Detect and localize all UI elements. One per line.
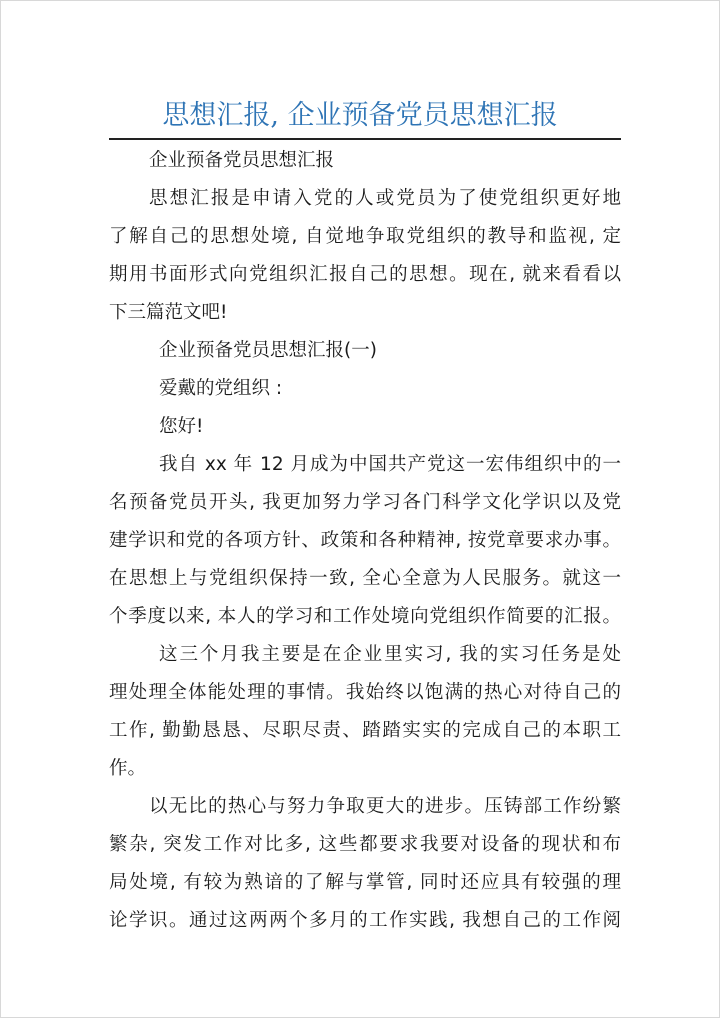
intro-line: 了解自己的思想处境, 自觉地争取党组织的教导和监视, 定 (109, 226, 621, 247)
paragraph-line: 工作, 勤勤恳恳、尽职尽责、踏踏实实的完成自己的本职工 (109, 720, 621, 741)
paragraph-line: 局处境, 有较为熟谙的了解与掌管, 同时还应具有较强的理 (109, 872, 621, 893)
paragraph-line: 作。 (109, 758, 147, 779)
page-title: 思想汇报, 企业预备党员思想汇报 (162, 100, 558, 131)
paragraph-line: 在思想上与党组织保持一致, 全心全意为人民服务。就这一 (109, 568, 621, 589)
intro-line: 下三篇范文吧! (109, 302, 228, 323)
paragraph-line: 论学识。通过这两两个多月的工作实践, 我想自己的工作阅 (109, 910, 621, 931)
paragraph-line: 理处理全体能处理的事情。我始终以饱满的热心对待自己的 (109, 682, 621, 703)
paragraph-line: 我自 xx 年 12 月成为中国共产党这一宏伟组织中的一 (159, 454, 621, 475)
intro-line: 期用书面形式向党组织汇报自己的思想。现在, 就来看看以 (109, 264, 621, 285)
paragraph-line: 以无比的热心与努力争取更大的进步。压铸部工作纷繁 (149, 796, 621, 817)
subtitle-line: 企业预备党员思想汇报 (149, 150, 335, 171)
paragraph-line: 建学识和党的各项方针、政策和各种精神, 按党章要求办事。 (109, 530, 621, 551)
greeting: 您好! (159, 416, 204, 437)
salutation: 爱戴的党组织 : (159, 378, 283, 399)
intro-line: 思想汇报是申请入党的人或党员为了使党组织更好地 (149, 188, 621, 209)
title-divider (109, 138, 621, 140)
document-body (109, 142, 621, 940)
paragraph-line: 名预备党员开头, 我更加努力学习各门科学文化学识以及党 (109, 492, 621, 513)
paragraph-line: 繁杂, 突发工作对比多, 这些都要求我要对设备的现状和布 (109, 834, 621, 855)
paragraph-line: 个季度以来, 本人的学习和工作处境向党组织作简要的汇报。 (109, 606, 621, 627)
paragraph-line: 这三个月我主要是在企业里实习, 我的实习任务是处 (159, 644, 621, 665)
section-heading: 企业预备党员思想汇报(一) (159, 340, 377, 361)
